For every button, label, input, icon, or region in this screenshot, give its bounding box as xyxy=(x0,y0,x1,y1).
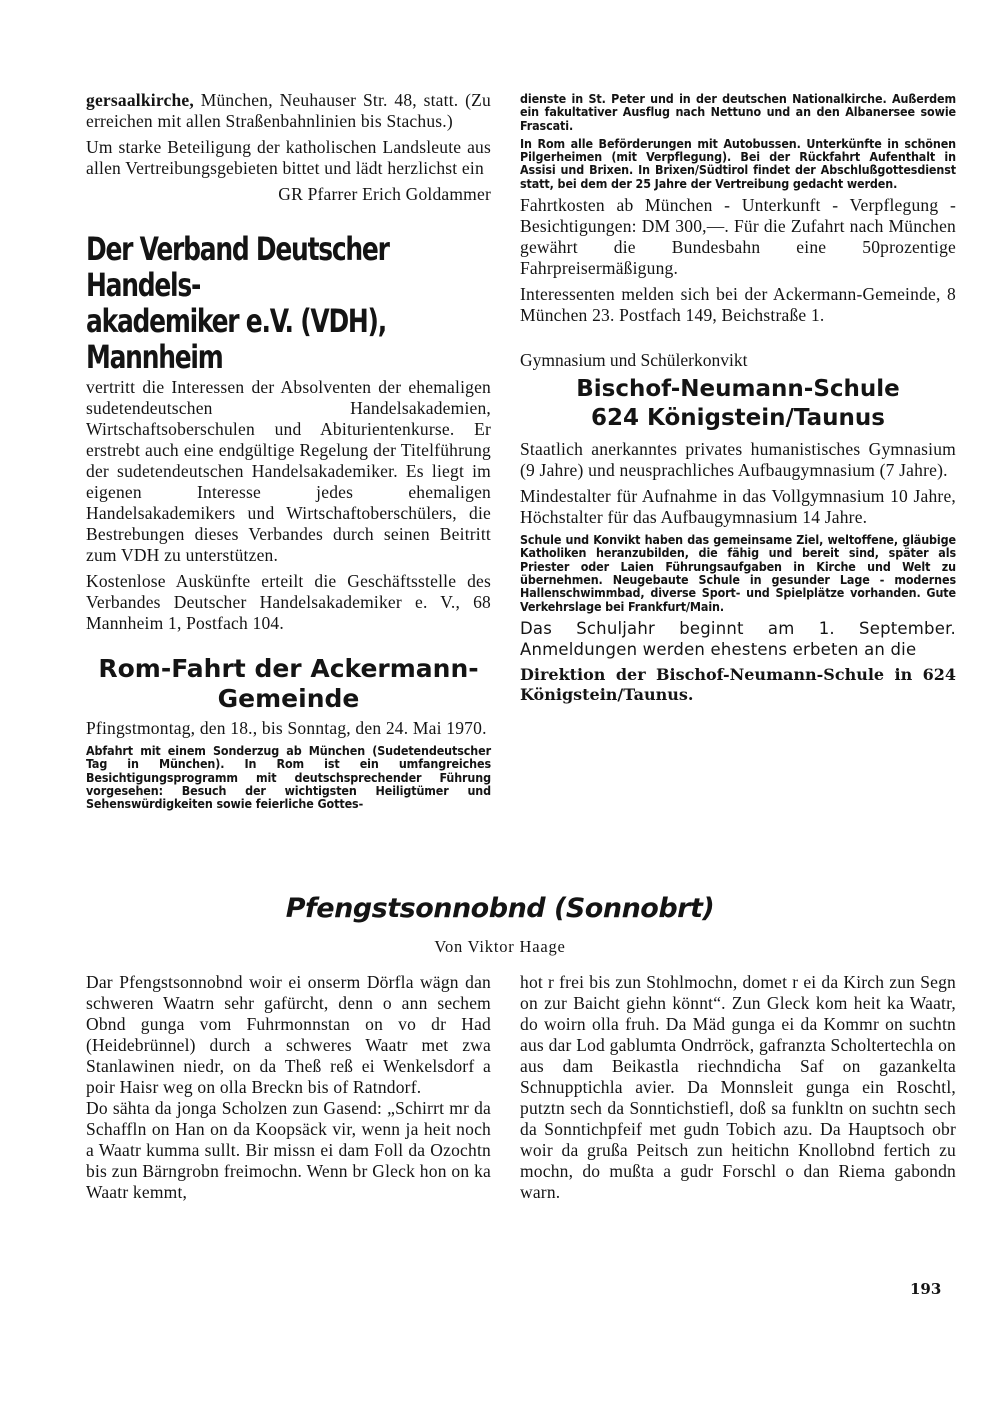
vdh-contact: Kostenlose Auskünfte erteilt die Geschäftsstelle des Verbandes Deutscher Handelsakademiker e. V., 68 Mannheim 1, Postfach 104. xyxy=(86,571,491,633)
poem-author: Von Viktor Haage xyxy=(434,937,566,956)
poem-paragraph: hot r frei bis zun Stohlmochn, domet r ei da Kirch zun Segn on zur Baicht giehn könnt“. Zun Gleck kom heit ka Waatr, do woirn olla fruh. Da Mäd gunga ei da Kommr on suchtn aus dar Lod gablumta Ondrröck, gafranzta Scholtertechla on aus dam Beikastla riechndicha Saf on gazankelta Schnupptichla avier. Da Monnsleit gunga ein Roschtl, putztn sech da Sonntichstiefl, doß sa funkltn on suchtn sech da Sonntichpfeif met gudn Tobich azu. Da Hauptsoch obr woir da grußa Peitsch zun heitichn Knollobnd fertich zu mochn, do mußta a gudr Forschl o dan Riema gabondn warn. xyxy=(520,972,956,1202)
rom-dates: Pfingstmontag, den 18., bis Sonntag, den 24. Mai 1970. xyxy=(86,718,487,738)
page-number: 193 xyxy=(910,1280,942,1298)
poem-paragraph: Do sähta da jonga Scholzen zun Gasend: „Schirrt mr da Schaffln on Han on da Koopsäck vir, wenn ja heit noch a Waatr kumma sullt. Bir missn ei dam Foll da Ozochtn bis zun Bärngrobn freimochn. Wenn br Gleck hon on ka Waatr kemmt, xyxy=(86,1098,491,1202)
school-description: Staatlich anerkanntes privates humanistisches Gymnasium (9 Jahre) und neusprachliches Aufbaugymnasium (7 Jahre). xyxy=(520,439,956,481)
signature: GR Pfarrer Erich Goldammer xyxy=(278,184,491,204)
rom-transport: In Rom alle Beförderungen mit Autobussen. Unterkünfte in schönen Pilgerheimen (mit Verpflegung). Bei der Rückfahrt Aufenthalt in Assisi und Brixen. In Brixen/Südtirol findet der Abschlußgottesdienst statt, bei dem der 25 Jahre der Vertreibung gedacht werden. xyxy=(520,135,956,191)
invitation-text: Um starke Beteiligung der katholischen Landsleute aus allen Vertreibungsgebieten bittet und lädt herzlichst ein xyxy=(86,137,491,178)
right-column xyxy=(520,92,956,705)
school-age-limits: Mindestalter für Aufnahme in das Vollgymnasium 10 Jahre, Höchstalter für das Aufbaugymnasium 14 Jahre. xyxy=(520,486,956,528)
left-column xyxy=(86,90,491,810)
vdh-paragraph: vertritt die Interessen der Absolventen der ehemaligen sudetendeutschen Handelsakademien, Wirtschaftsoberschulen und Abiturientenkurse. Er erstrebt auch eine endgültige Regelung der Titelführung der sudetendeutschen Handelsakademiker. Es liegt im eigenen Interesse jedes ehemaligen Handelsakademikers und Wirtschaftoberschülers, die Bestrebungen dieses Verbandes durch seinen Beitritt zum VDH zu unterstützen. xyxy=(86,377,491,565)
rom-contact: Interessenten melden sich bei der Ackermann-Gemeinde, 8 München 23. Postfach 149, Beichstraße 1. xyxy=(520,284,956,326)
poem-left-column xyxy=(86,972,491,1203)
church-location: gersaalkirche, München, Neuhauser Str. 48, statt. (Zu erreichen mit allen Straßenbahnlinien bis Stachus.) xyxy=(86,90,491,131)
school-address: Direktion der Bischof-Neumann-Schule in 624 Königstein/Taunus. xyxy=(520,664,956,704)
school-kicker: Gymnasium und Schülerkonvikt xyxy=(520,350,748,371)
school-year-info: Das Schuljahr beginnt am 1. September. Anmeldungen werden ehestens erbeten an die xyxy=(520,618,956,659)
rom-continued: dienste in St. Peter und in der deutschen Nationalkirche. Außerdem ein fakultativer Ausflug nach Nettuno und an den Albanersee sowie Frascati. xyxy=(520,91,956,133)
rom-heading: Rom-Fahrt der Ackermann- Gemeinde xyxy=(98,654,479,713)
church-name: gersaalkirche, xyxy=(86,90,194,110)
rom-costs: Fahrtkosten ab München - Unterkunft - Verpflegung - Besichtigungen: DM 300,—. Für die Zufahrt nach München gewährt die Bundesbahn eine 50prozentige Fahrpreisermäßigung. xyxy=(520,195,956,279)
vdh-heading: Der Verband Deutscher Handels- akademiker e.V. (VDH), Mannheim xyxy=(86,230,389,376)
poem-right-column xyxy=(520,972,956,1203)
rom-details: Abfahrt mit einem Sonderzug ab München (Sudetendeutscher Tag in München). In Rom ist ein umfangreiches Besichtigungsprogramm mit deutschsprechender Führung vorgesehen: Besuch der wichtigsten Heiligtümer und Sehenswürdigkeiten sowie feierliche Gottes- xyxy=(86,743,491,812)
poem-paragraph: Dar Pfengstsonnobnd woir ei onserm Dörfla wägn dan schweren Waatrn sehr gafürcht, denn o ann sechem Obnd gunga vom Fuhrmonnstan on vo dr Had (Heidebrünnel) durch a schweres Waatr met zwa Stanlawinen niedr, on da Theß reß ei Wenkelsdorf a poir Haisr weg on olla Breckn bis of Ratndorf. xyxy=(86,972,491,1097)
poem-title: Pfengstsonnobnd (Sonnobrt) xyxy=(285,893,715,924)
school-heading: Bischof-Neumann-Schule 624 Königstein/Taunus xyxy=(576,376,900,432)
school-goals: Schule und Konvikt haben das gemeinsame Ziel, weltoffene, gläubige Katholiken heranzubilden, die fähig und bereit sind, später als Priester oder Laien Führungsaufgaben in Kirche und Welt zu übernehmen. Neugebaute Schule in gesunder Lage - modernes Hallenschwimmbad, diverse Sport- und Spielplätze vorhanden. Gute Verkehrslage bei Frankfurt/Main. xyxy=(520,532,956,614)
